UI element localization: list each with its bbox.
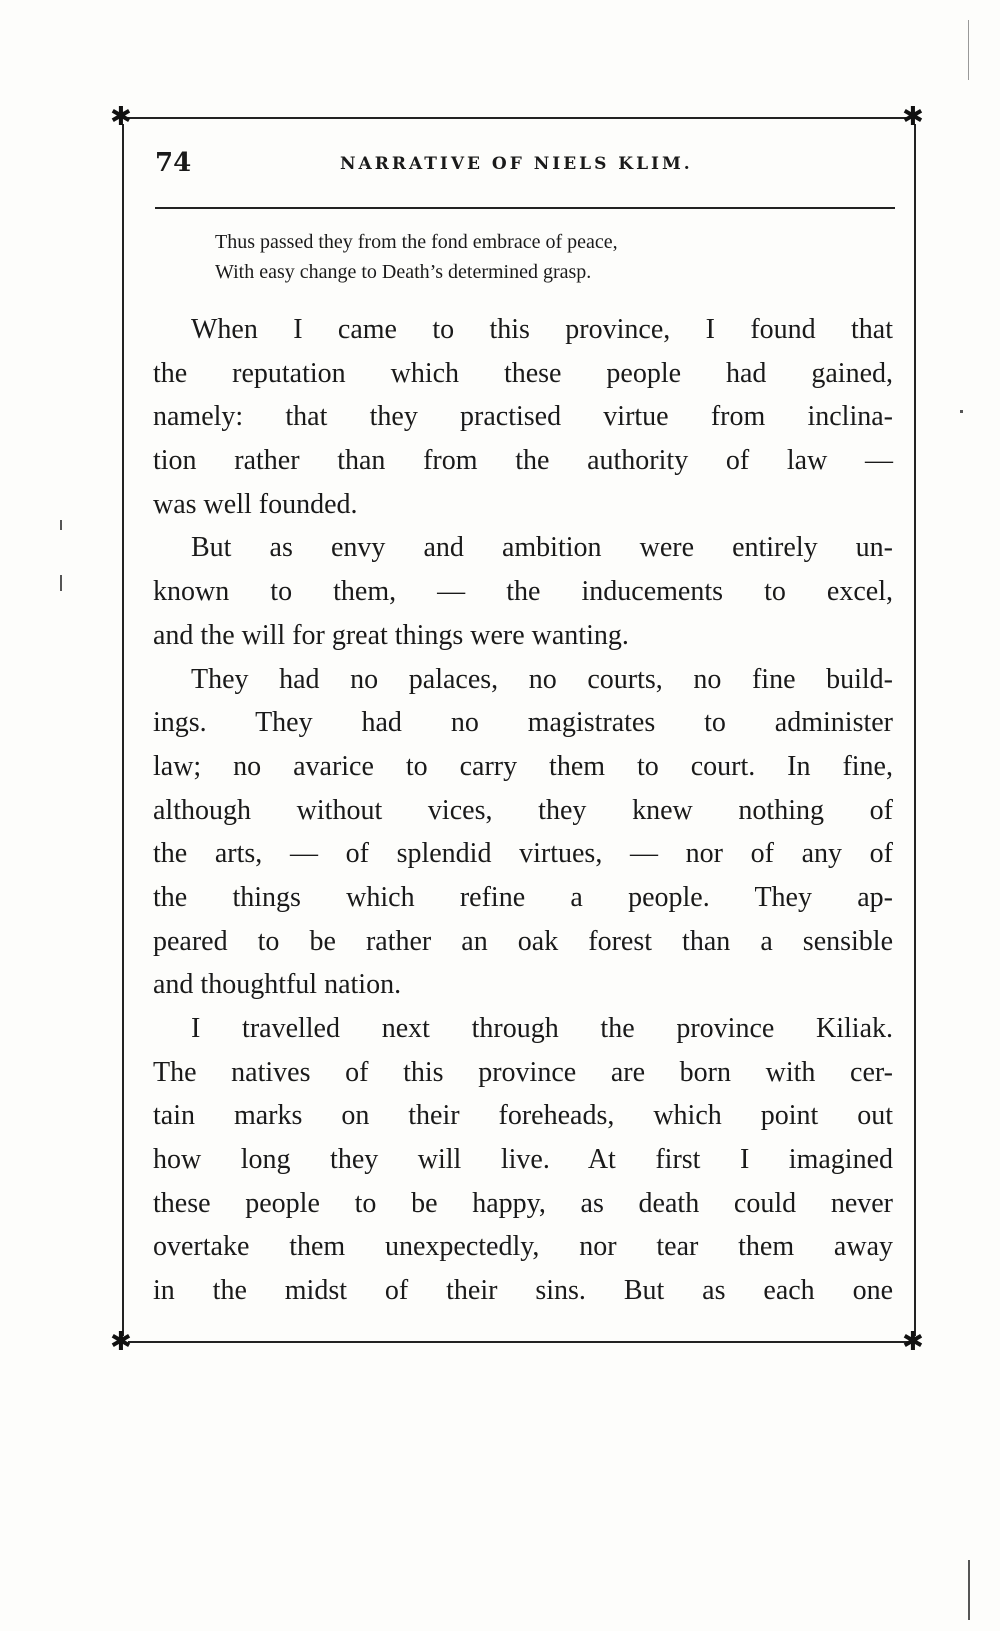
- text-line: in the midst of their sins. But as each one: [153, 1275, 893, 1307]
- frame-left-rule: [122, 124, 124, 1336]
- text-line: overtake them unexpectedly, nor tear them away: [153, 1231, 893, 1263]
- text-line: and the will for great things were wanting.: [153, 619, 629, 651]
- paragraph-4: [153, 1007, 893, 1313]
- running-head: NARRATIVE OF NIELS KLIM.: [340, 154, 693, 174]
- text-line: and thoughtful nation.: [153, 969, 402, 1001]
- page-number: 74: [155, 148, 192, 178]
- paragraph-1: [153, 308, 893, 526]
- text-line: The natives of this province are born with cer-: [153, 1056, 893, 1088]
- margin-speck: [60, 575, 62, 591]
- text-line: law; no avarice to carry them to court. In fine,: [153, 750, 893, 782]
- text-line: the reputation which these people had gained,: [153, 357, 893, 389]
- corner-ornament-bottom-right: ✱: [902, 1327, 924, 1357]
- margin-speck: [968, 1560, 970, 1620]
- body-text: [153, 308, 893, 1313]
- text-line: When I came to this province, I found that: [191, 314, 893, 345]
- paragraph-2: [153, 526, 893, 657]
- margin-speck: [60, 520, 62, 530]
- epigraph: [215, 227, 855, 287]
- margin-speck: [960, 410, 963, 413]
- text-line: how long they will live. At first I imagined: [153, 1144, 893, 1176]
- epigraph-line: Thus passed they from the fond embrace of peace,: [215, 231, 618, 253]
- text-line: although without vices, they knew nothing of: [153, 794, 893, 826]
- paragraph-3: [153, 658, 893, 1008]
- margin-speck: [968, 20, 969, 80]
- text-line: But as envy and ambition were entirely un-: [191, 532, 893, 564]
- text-line: these people to be happy, as death could never: [153, 1187, 893, 1219]
- text-line: tion rather than from the authority of law —: [153, 445, 893, 477]
- frame-bottom-rule: [128, 1341, 916, 1343]
- text-line: tain marks on their foreheads, which point out: [153, 1100, 893, 1132]
- text-line: I travelled next through the province Kiliak.: [191, 1013, 893, 1044]
- frame-top-rule: [128, 117, 916, 119]
- epigraph-line: With easy change to Death’s determined grasp.: [215, 261, 592, 283]
- frame-right-rule: [914, 124, 916, 1336]
- page-header: [155, 148, 895, 178]
- text-line: known to them, — the inducements to excel,: [153, 576, 893, 608]
- text-line: peared to be rather an oak forest than a sensible: [153, 925, 893, 957]
- text-line: the things which refine a people. They ap-: [153, 881, 893, 913]
- corner-ornament-top-left: ✱: [110, 102, 132, 132]
- text-line: the arts, — of splendid virtues, — nor of any of: [153, 838, 893, 870]
- text-line: namely: that they practised virtue from inclina-: [153, 401, 893, 433]
- corner-ornament-bottom-left: ✱: [110, 1327, 132, 1357]
- text-line: ings. They had no magistrates to administer: [153, 707, 893, 739]
- text-line: They had no palaces, no courts, no fine build-: [191, 663, 893, 695]
- text-line: was well founded.: [153, 488, 358, 520]
- header-rule: [155, 207, 895, 209]
- corner-ornament-top-right: ✱: [902, 102, 924, 132]
